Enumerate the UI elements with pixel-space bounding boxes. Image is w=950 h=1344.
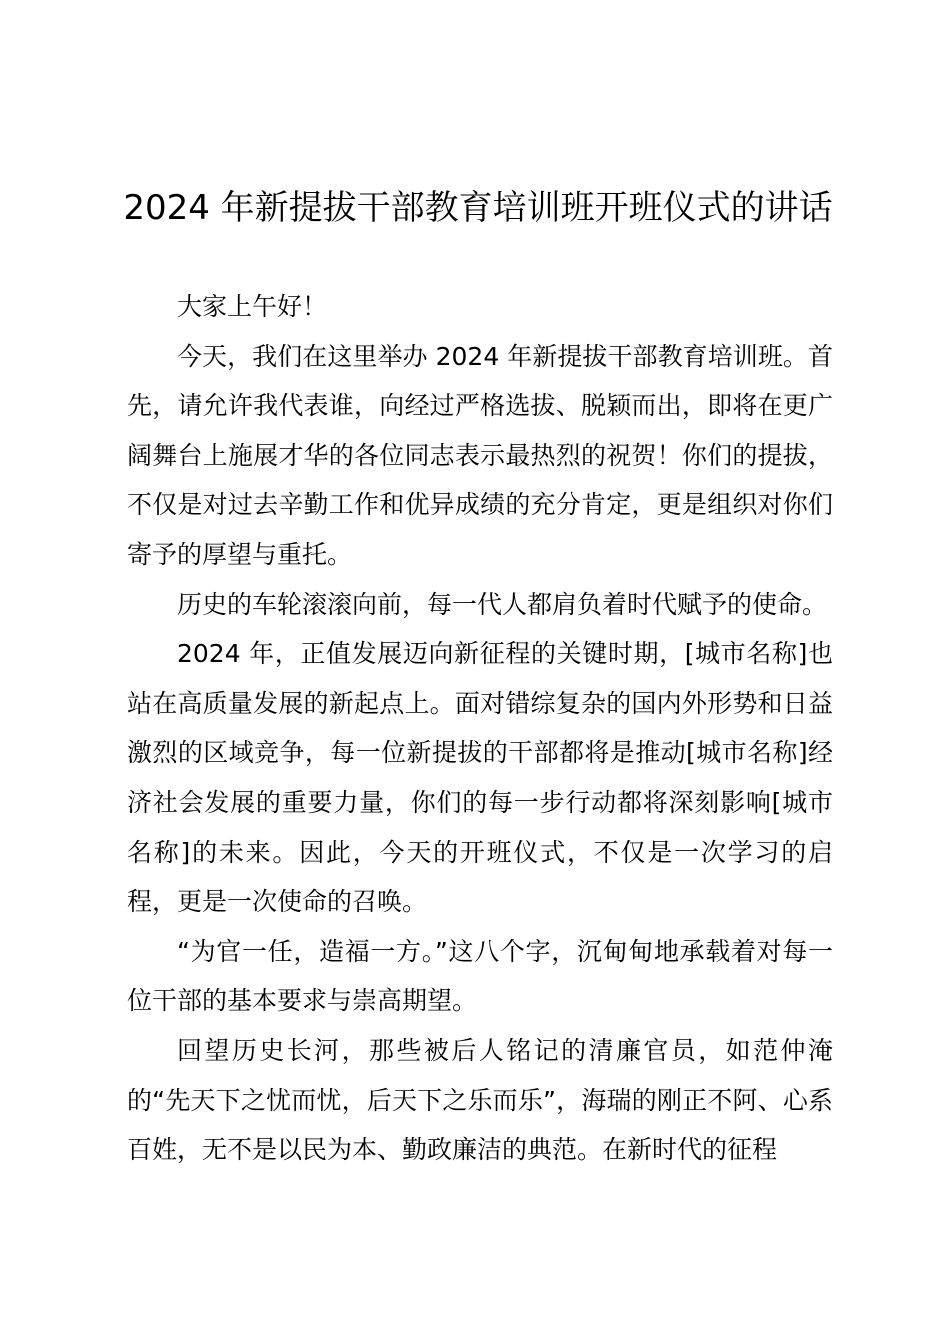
- paragraph-history: 历史的车轮滚滚向前，每一代人都肩负着时代赋予的使命。: [177, 589, 828, 619]
- paragraph-2024-context: 2024 年，正值发展迈向新征程的关键时期，[城市名称]也站在高质量发展的新起点上。面对错综复杂的国内外形势和日益激烈的区域竞争，每一位新提拔的干部都将是推动[城市名称]经济社会发展的重要力量，你们的每一步行动都将深刻影响[城市名称]的未来。因此，今天的开班仪式，不仅是一次学习的启程，更是一次使命的召唤。: [127, 639, 833, 917]
- paragraph-opening: 今天，我们在这里举办 2024 年新提拔干部教育培训班。首先，请允许我代表谁，向经过严格选拔、脱颖而出，即将在更广阔舞台上施展才华的各位同志表示最热烈的祝贺！你们的提拔，不仅是对过去辛勤工作和优异成绩的充分肯定，更是组织对你们寄予的厚望与重托。: [127, 341, 833, 569]
- paragraph-greeting: 大家上午好！: [177, 292, 328, 321]
- paragraph-historical-examples: 回望历史长河，那些被后人铭记的清廉官员，如范仲淹的“先天下之忧而忧，后天下之乐而乐”，海瑞的刚正不阿、心系百姓，无不是以民为本、勤政廉洁的典范。在新时代的征程: [127, 1035, 833, 1165]
- document-title: 2024 年新提拔干部教育培训班开班仪式的讲话: [123, 188, 833, 228]
- document-body: [127, 282, 833, 1175]
- paragraph-motto: “为官一任，造福一方。”这八个字，沉甸甸地承载着对每一位干部的基本要求与崇高期望。: [127, 936, 833, 1016]
